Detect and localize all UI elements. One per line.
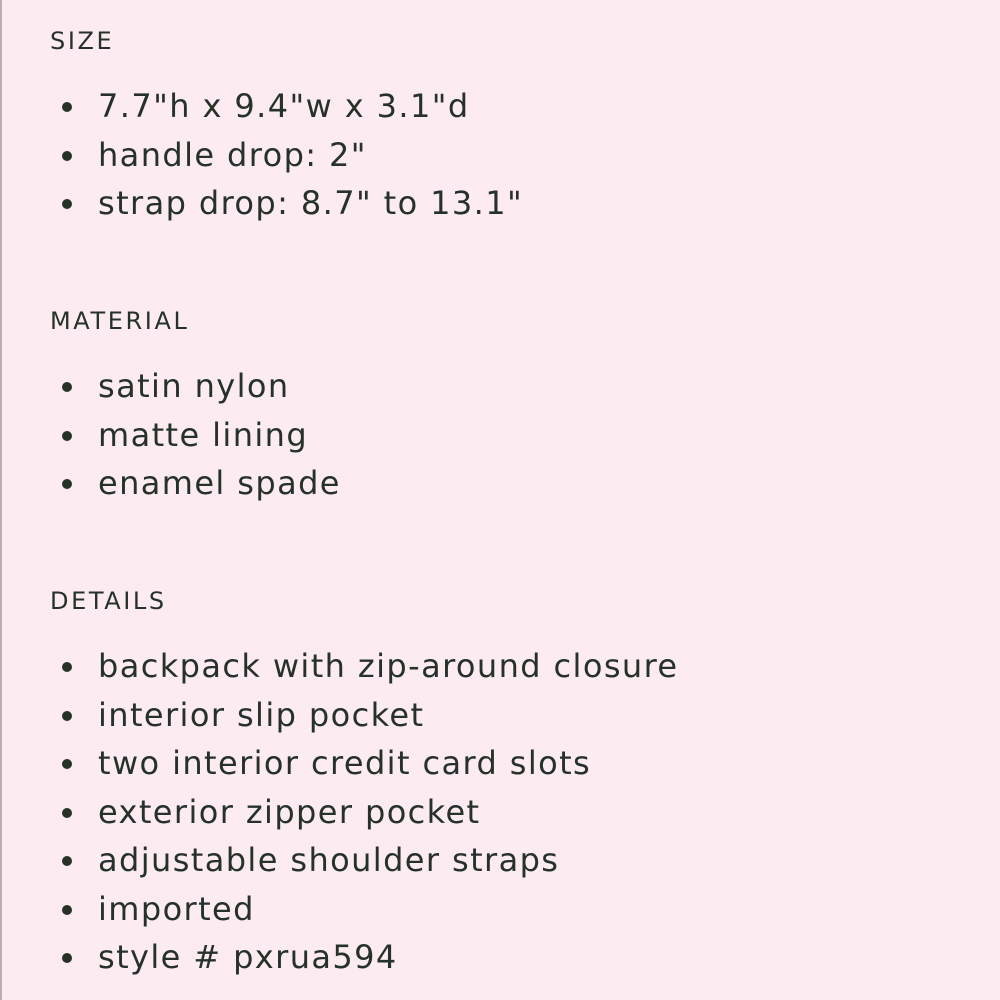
page-left-border <box>0 0 2 1000</box>
list-item <box>50 788 970 837</box>
material-list <box>50 362 970 508</box>
list-item <box>50 179 970 228</box>
bullet-icon <box>62 856 72 866</box>
size-item-dimensions: 7.7"h x 9.4"w x 3.1"d <box>98 87 470 125</box>
bullet-icon <box>62 662 72 672</box>
bullet-icon <box>62 151 72 161</box>
bullet-icon <box>62 102 72 112</box>
material-item-matte-lining: matte lining <box>98 415 309 454</box>
bullet-icon <box>62 953 72 963</box>
size-item-strap-drop: strap drop: 8.7" to 13.1" <box>98 184 524 222</box>
list-item <box>50 885 970 934</box>
details-section <box>50 586 970 976</box>
bullet-icon <box>62 808 72 818</box>
list-item <box>50 362 970 411</box>
size-list <box>50 82 970 228</box>
details-item-style-number: style # pxrua594 <box>98 938 398 976</box>
bullet-icon <box>62 759 72 769</box>
bullet-icon <box>62 382 72 392</box>
list-item <box>50 933 970 982</box>
list-item <box>50 739 970 788</box>
list-item <box>50 642 970 691</box>
bullet-icon <box>62 199 72 209</box>
list-item <box>50 411 970 460</box>
list-item <box>50 691 970 740</box>
list-item <box>50 459 970 508</box>
details-item-card-slots: two interior credit card slots <box>98 744 592 782</box>
details-item-zipper-pocket: exterior zipper pocket <box>98 792 481 831</box>
bullet-icon <box>62 711 72 721</box>
bullet-icon <box>62 479 72 489</box>
details-item-imported: imported <box>98 889 255 928</box>
material-section <box>50 306 970 502</box>
list-item <box>50 836 970 885</box>
details-item-shoulder-straps: adjustable shoulder straps <box>98 841 560 879</box>
bullet-icon <box>62 905 72 915</box>
material-item-enamel-spade: enamel spade <box>98 464 341 502</box>
list-item <box>50 131 970 180</box>
details-heading: DETAILS <box>50 587 167 615</box>
material-heading: MATERIAL <box>50 307 190 335</box>
details-item-slip-pocket: interior slip pocket <box>98 695 425 734</box>
size-section <box>50 26 970 222</box>
list-item <box>50 82 970 131</box>
size-heading: SIZE <box>50 27 115 55</box>
material-item-satin-nylon: satin nylon <box>98 367 290 405</box>
details-item-closure: backpack with zip-around closure <box>98 647 679 685</box>
details-list <box>50 642 970 982</box>
size-item-handle-drop: handle drop: 2" <box>98 135 367 174</box>
bullet-icon <box>62 431 72 441</box>
